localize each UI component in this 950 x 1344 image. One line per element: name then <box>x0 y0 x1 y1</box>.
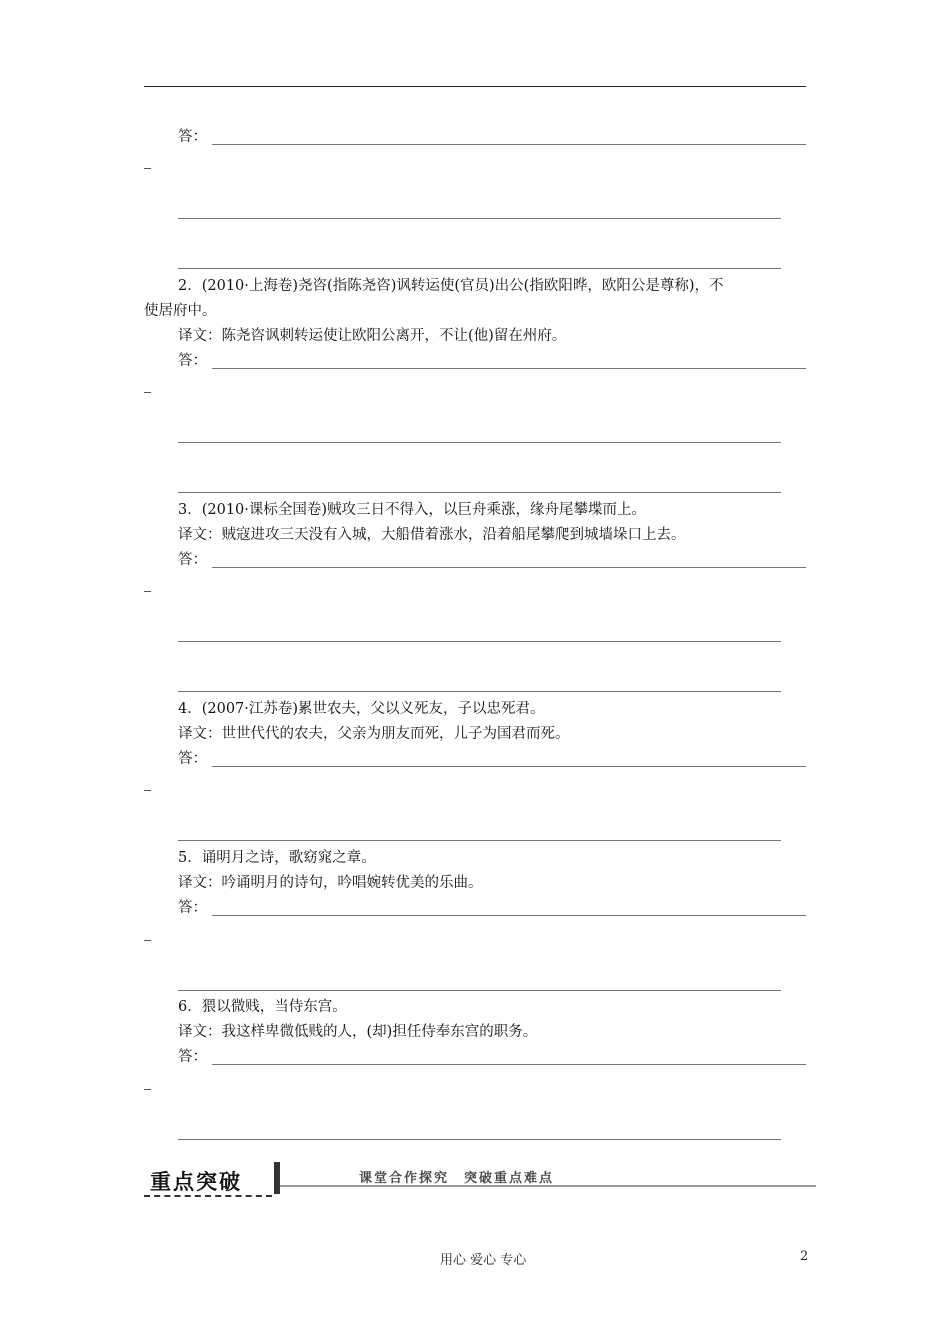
answer-label: 答： <box>178 751 207 767</box>
banner-divider-bar <box>274 1162 280 1194</box>
answer-label: 答： <box>178 1049 207 1065</box>
answer-dash <box>144 591 151 592</box>
answer-line[interactable] <box>178 641 781 642</box>
answer-dash <box>144 392 151 393</box>
section-banner <box>144 1162 816 1200</box>
banner-dashed-underline <box>144 1195 272 1197</box>
answer-label: 答： <box>178 129 207 145</box>
answer-line[interactable] <box>212 766 806 767</box>
answer-line[interactable] <box>212 1064 806 1065</box>
question-2-line1: 2．(2010·上海卷)尧咨(指陈尧咨)讽转运使(官员)出公(指欧阳晔，欧阳公是尊称)，不 <box>178 278 724 294</box>
answer-line[interactable] <box>178 268 781 269</box>
answer-dash <box>144 1089 151 1090</box>
question-3-translation: 译文：贼寇进攻三天没有入城，大船借着涨水，沿着船尾攀爬到城墙垛口上去。 <box>178 527 686 543</box>
question-3: 3．(2010·课标全国卷)贼攻三日不得入，以巨舟乘涨，缘舟尾攀堞而上。 <box>178 502 647 518</box>
question-6: 6．猥以微贱，当侍东宫。 <box>178 999 347 1015</box>
section-title: 重点突破 <box>150 1170 242 1194</box>
answer-line[interactable] <box>178 990 781 991</box>
answer-line[interactable] <box>178 492 781 493</box>
section-subtitle: 课堂合作探究 突破重点难点 <box>359 1171 555 1186</box>
answer-dash <box>144 790 151 791</box>
answer-label: 答： <box>178 900 207 916</box>
answer-line[interactable] <box>212 368 806 369</box>
header-rule <box>144 86 806 87</box>
answer-dash <box>144 168 151 169</box>
answer-line[interactable] <box>178 442 781 443</box>
answer-line[interactable] <box>178 840 781 841</box>
question-2-line2: 使居府中。 <box>144 303 217 319</box>
question-4: 4．(2007·江苏卷)累世农夫，父以义死友，子以忠死君。 <box>178 701 545 717</box>
answer-line[interactable] <box>212 915 806 916</box>
answer-label: 答： <box>178 353 207 369</box>
question-6-translation: 译文：我这样卑微低贱的人，(却)担任侍奉东宫的职务。 <box>178 1024 538 1040</box>
footer-slogan: 用心 爱心 专心 <box>440 1253 527 1268</box>
answer-dash <box>144 940 151 941</box>
question-4-translation: 译文：世世代代的农夫，父亲为朋友而死，儿子为国君而死。 <box>178 726 570 742</box>
question-5: 5．诵明月之诗，歌窈窕之章。 <box>178 850 376 866</box>
question-2-translation: 译文：陈尧咨讽刺转运使让欧阳公离开，不让(他)留在州府。 <box>178 328 567 344</box>
answer-line[interactable] <box>178 691 781 692</box>
question-5-translation: 译文：吟诵明月的诗句，吟唱婉转优美的乐曲。 <box>178 875 483 891</box>
answer-line[interactable] <box>212 144 806 145</box>
answer-line[interactable] <box>178 218 781 219</box>
answer-line[interactable] <box>212 567 806 568</box>
page-number: 2 <box>800 1249 809 1264</box>
answer-label: 答： <box>178 552 207 568</box>
answer-line[interactable] <box>178 1139 781 1140</box>
